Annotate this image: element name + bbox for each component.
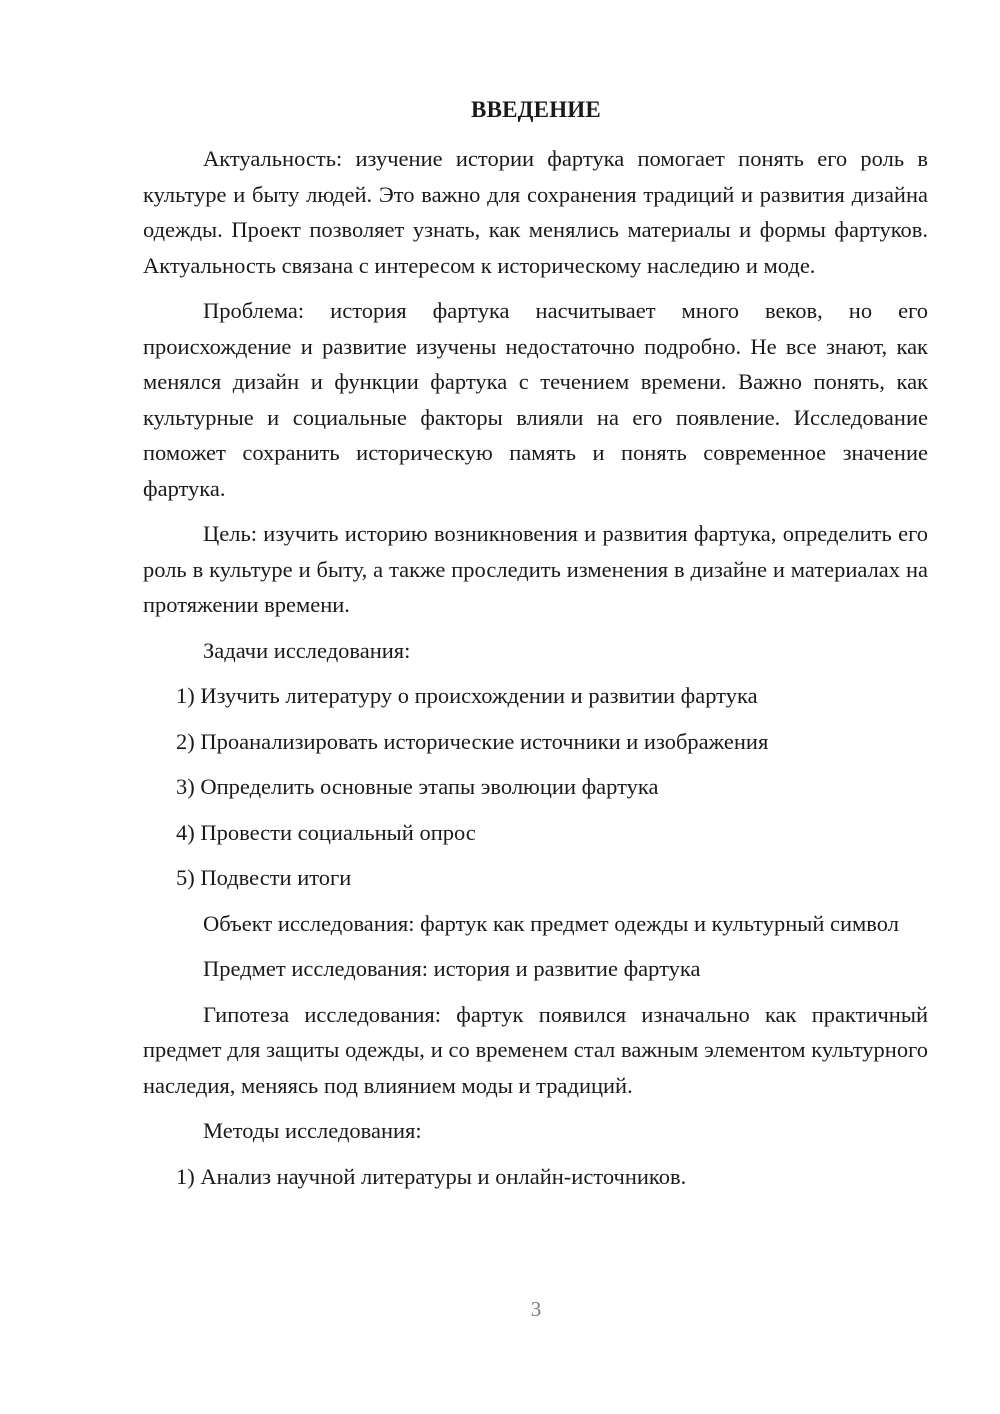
tasks-list <box>143 678 928 896</box>
goal-paragraph: Цель: изучить историю возникновения и развития фартука, определить его роль в культуре и быту, а также проследить изменения в дизайне и материалах на протяжении времени. <box>143 521 928 617</box>
list-item: 4) Провести социальный опрос <box>176 819 476 845</box>
list-item: 2) Проанализировать исторические источники и изображения <box>176 728 769 754</box>
methods-list <box>143 1159 928 1195</box>
methods-heading: Методы исследования: <box>203 1118 422 1143</box>
document-body <box>143 141 928 1204</box>
list-item: 1) Изучить литературу о происхождении и развитии фартука <box>176 683 758 708</box>
hypothesis-paragraph: Гипотеза исследования: фартук появился изначально как практичный предмет для защиты одежды, и со временем стал важным элементом культурного наследия, меняясь под влиянием моды и традиций. <box>143 1001 928 1098</box>
tasks-heading: Задачи исследования: <box>203 637 411 663</box>
list-item: 3) Определить основные этапы эволюции фартука <box>176 774 659 799</box>
object-paragraph: Объект исследования: фартук как предмет одежды и культурный символ <box>203 910 899 936</box>
list-item: 1) Анализ научной литературы и онлайн-источников. <box>176 1163 687 1189</box>
page-number: 3 <box>530 1297 542 1321</box>
list-item: 5) Подвести итоги <box>176 865 352 890</box>
problem-paragraph: Проблема: история фартука насчитывает много веков, но его происхождение и развитие изучены недостаточно подробно. Не все знают, как менялся дизайн и функции фартука с течением времени. Важно понять, как культурные и социальные факторы влияли на его появление. Исследование поможет сохранить историческую память и понять современное значение фартука. <box>143 298 928 501</box>
relevance-paragraph: Актуальность: изучение истории фартука помогает понять его роль в культуре и быту людей. Это важно для сохранения традиций и развития дизайна одежды. Проект позволяет узнать, как менялись материалы и формы фартуков. Актуальность связана с интересом к историческому наследию и моде. <box>143 146 928 278</box>
page-title: ВВЕДЕНИЕ <box>471 97 601 122</box>
subject-paragraph: Предмет исследования: история и развитие фартука <box>203 956 701 981</box>
